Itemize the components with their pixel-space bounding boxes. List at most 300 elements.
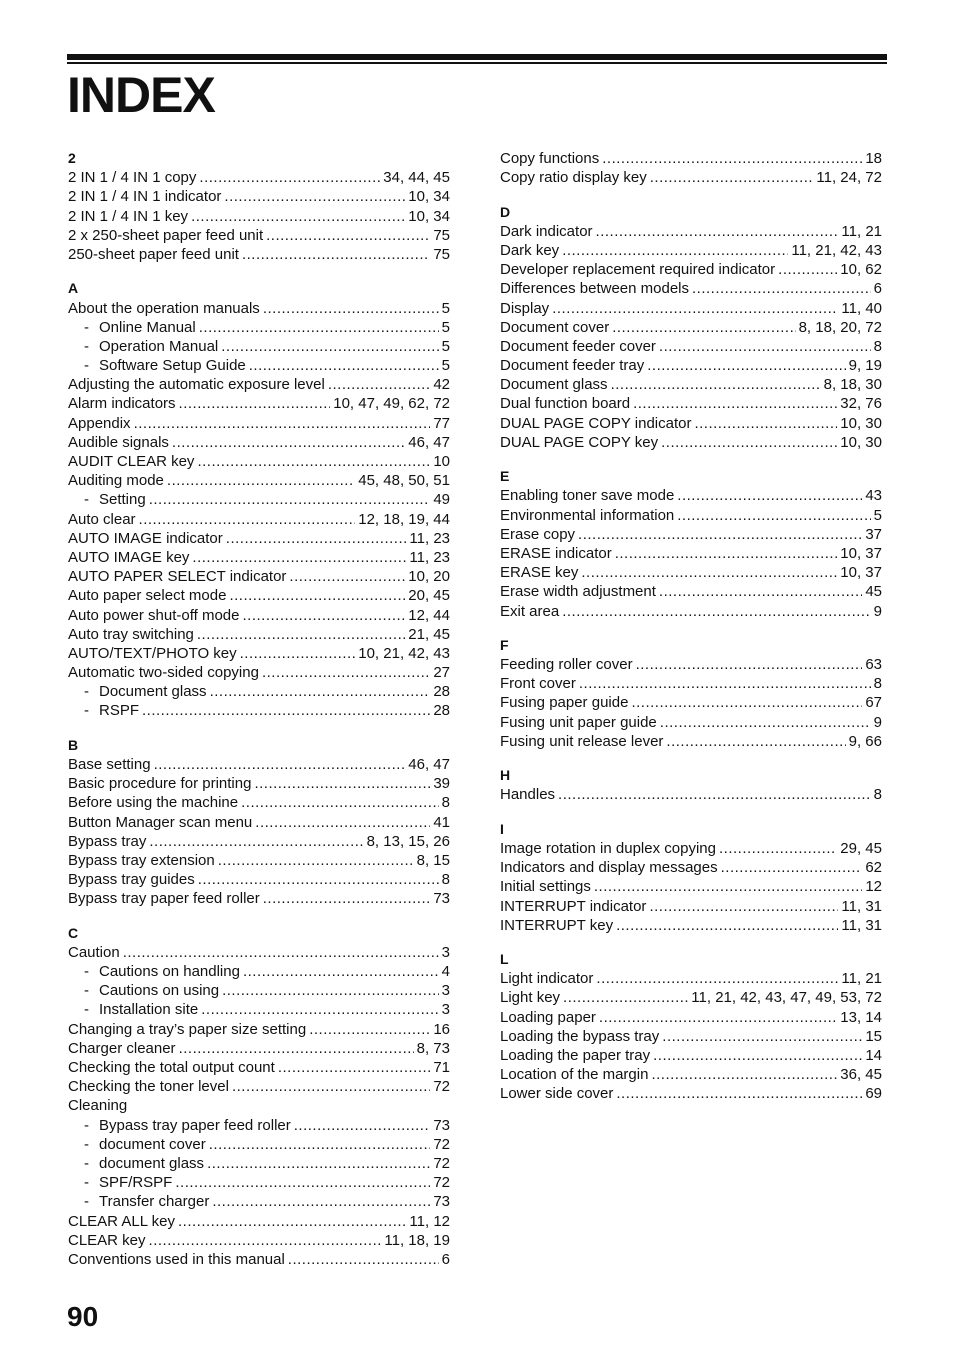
entry-term: Online Manual <box>99 318 196 336</box>
entry-term: Erase copy <box>500 525 576 543</box>
index-entry <box>68 375 450 394</box>
dot-leader <box>578 525 862 544</box>
index-section <box>68 279 450 720</box>
dot-leader <box>263 889 431 908</box>
entry-term: Auditing mode <box>68 472 164 490</box>
dot-leader <box>694 414 837 433</box>
entry-term: Installation site <box>99 1001 199 1019</box>
entry-term: Handles <box>500 786 556 804</box>
entry-term: Basic procedure for printing <box>68 775 252 793</box>
index-entry <box>68 433 450 452</box>
dot-leader <box>611 375 821 394</box>
index-entry <box>68 394 450 413</box>
index-entry <box>68 586 450 605</box>
entry-pages: 12 <box>865 878 882 896</box>
dot-leader <box>241 793 439 812</box>
dot-leader <box>581 563 837 582</box>
entry-term: Loading paper <box>500 1008 596 1026</box>
index-section <box>500 820 882 935</box>
index-entry <box>500 318 882 337</box>
entry-pages: 10, 47, 49, 62, 72 <box>333 395 450 413</box>
index-section <box>500 766 882 804</box>
entry-pages: 72 <box>433 1078 450 1096</box>
entry-pages: 5 <box>441 357 450 375</box>
index-entry <box>500 168 882 187</box>
index-entry <box>68 471 450 490</box>
entry-pages: 8 <box>441 871 450 889</box>
entry-pages: 45 <box>865 583 882 601</box>
dot-leader <box>243 962 439 981</box>
index-entry <box>68 1039 450 1058</box>
entry-term: Indicators and display messages <box>500 859 718 877</box>
entry-pages: 36, 45 <box>840 1066 882 1084</box>
index-entry <box>500 433 882 452</box>
entry-term: ERASE indicator <box>500 544 612 562</box>
header-rule-thick <box>67 54 887 60</box>
entry-term: DUAL PAGE COPY key <box>500 433 659 451</box>
entry-term: Loading the bypass tray <box>500 1027 660 1045</box>
dot-leader <box>218 851 414 870</box>
entry-pages: 21, 45 <box>408 625 450 643</box>
entry-pages: 15 <box>865 1027 882 1045</box>
entry-pages: 5 <box>441 337 450 355</box>
index-entry <box>68 567 450 586</box>
index-entry <box>68 1077 450 1096</box>
entry-term: Light key <box>500 989 561 1007</box>
entry-pages: 18 <box>865 150 882 167</box>
entry-term: Loading the paper tray <box>500 1047 651 1064</box>
dot-leader <box>262 663 430 682</box>
entry-term: Conventions used in this manual <box>68 1250 285 1268</box>
index-entry <box>500 674 882 693</box>
dot-leader <box>224 187 405 206</box>
index-entry <box>68 548 450 567</box>
index-subentry <box>68 682 450 701</box>
index-column-left <box>68 149 450 1284</box>
index-entry <box>500 655 882 674</box>
dot-leader <box>175 1173 430 1192</box>
dot-leader <box>192 548 406 567</box>
entry-pages: 72 <box>433 1174 450 1192</box>
index-section <box>500 203 882 452</box>
dot-leader <box>562 241 788 260</box>
index-entry <box>68 663 450 682</box>
index-entry <box>68 510 450 529</box>
entry-pages: 29, 45 <box>840 839 882 857</box>
entry-pages: 11, 12 <box>409 1212 450 1230</box>
entry-term: INTERRUPT key <box>500 916 614 934</box>
entry-pages: 10, 62 <box>840 261 882 279</box>
entry-pages: 46, 47 <box>408 433 450 451</box>
entry-pages: 11, 21 <box>841 222 882 240</box>
entry-pages: 9, 66 <box>848 732 882 750</box>
dot-leader <box>266 226 430 245</box>
entry-pages: 69 <box>865 1085 882 1103</box>
entry-term: About the operation manuals <box>68 299 260 317</box>
index-entry <box>68 187 450 206</box>
dot-leader <box>633 394 837 413</box>
dot-leader <box>677 506 870 525</box>
dot-leader <box>719 839 837 858</box>
entry-term: Bypass tray paper feed roller <box>99 1116 291 1134</box>
dot-leader <box>142 701 430 720</box>
entry-pages: 41 <box>433 813 450 831</box>
index-subentry <box>68 962 450 981</box>
entry-term: Appendix <box>68 414 131 432</box>
entry-term: Location of the margin <box>500 1066 649 1084</box>
index-subentry <box>68 1192 450 1211</box>
dot-leader <box>616 916 838 935</box>
entry-term: Setting <box>99 491 146 509</box>
entry-term: Fusing paper guide <box>500 694 629 712</box>
entry-term: Cleaning <box>68 1097 128 1115</box>
entry-term: Copy functions <box>500 150 600 167</box>
entry-pages: 4 <box>441 963 450 981</box>
subentry-dash: - <box>84 982 89 1000</box>
entry-term: Developer replacement required indicator <box>500 261 776 279</box>
dot-leader <box>631 693 862 712</box>
dot-leader <box>139 510 356 529</box>
entry-term: Document cover <box>500 318 610 336</box>
entry-term: Document glass <box>500 376 608 394</box>
subentry-dash: - <box>84 1001 89 1019</box>
dot-leader <box>649 897 838 916</box>
dot-leader <box>653 1046 862 1065</box>
entry-pages: 73 <box>433 1116 450 1134</box>
dot-leader <box>328 375 430 394</box>
subentry-dash: - <box>84 1135 89 1153</box>
subentry-dash: - <box>84 1193 89 1211</box>
index-entry <box>500 877 882 896</box>
entry-term: Auto paper select mode <box>68 587 227 605</box>
entry-term: Bypass tray extension <box>68 851 215 869</box>
index-section <box>500 467 882 621</box>
dot-leader <box>615 544 838 563</box>
dot-leader <box>149 490 431 509</box>
index-entry <box>500 602 882 621</box>
index-entry <box>68 529 450 548</box>
entry-pages: 11, 31 <box>841 897 882 915</box>
index-entry <box>500 1065 882 1084</box>
entry-pages: 72 <box>433 1154 450 1172</box>
entry-pages: 5 <box>873 506 882 524</box>
entry-term: Display <box>500 299 550 317</box>
page-title: INDEX <box>67 67 215 123</box>
entry-term: document glass <box>99 1154 205 1172</box>
entry-term: Image rotation in duplex copying <box>500 839 716 857</box>
entry-pages: 43 <box>865 487 882 505</box>
dot-leader <box>650 168 814 187</box>
index-subentry <box>68 1154 450 1173</box>
entry-term: Dark key <box>500 241 560 259</box>
dot-leader <box>255 813 430 832</box>
subentry-dash: - <box>84 491 89 509</box>
dot-leader <box>232 1077 430 1096</box>
dot-leader <box>692 279 871 298</box>
index-entry <box>500 1046 882 1065</box>
dot-leader <box>199 168 380 187</box>
entry-term: Erase width adjustment <box>500 583 656 601</box>
index-subentry <box>68 337 450 356</box>
entry-pages: 11, 21, 42, 43, 47, 49, 53, 72 <box>691 989 882 1007</box>
index-entry <box>500 486 882 505</box>
index-entry <box>68 414 450 433</box>
index-entry <box>68 207 450 226</box>
entry-pages: 8, 73 <box>416 1039 450 1057</box>
index-subentry <box>68 318 450 337</box>
index-entry <box>68 813 450 832</box>
entry-term: Bypass tray paper feed roller <box>68 890 260 908</box>
dot-leader <box>309 1020 430 1039</box>
dot-leader <box>212 1192 430 1211</box>
subentry-dash: - <box>84 702 89 720</box>
entry-pages: 11, 40 <box>841 299 882 317</box>
dot-leader <box>226 529 407 548</box>
index-entry <box>500 149 882 168</box>
index-entry <box>500 858 882 877</box>
entry-pages: 10, 34 <box>408 188 450 206</box>
entry-term: Light indicator <box>500 970 594 988</box>
entry-pages: 75 <box>433 245 450 263</box>
entry-pages: 73 <box>433 1193 450 1211</box>
section-letter: B <box>68 736 79 753</box>
dot-leader <box>660 713 871 732</box>
index-entry <box>500 299 882 318</box>
index-entry <box>500 375 882 394</box>
index-entry <box>500 785 882 804</box>
entry-term: Caution <box>68 943 120 961</box>
entry-pages: 10, 30 <box>840 433 882 451</box>
dot-leader <box>178 1212 406 1231</box>
entry-term: Enabling toner save mode <box>500 487 675 505</box>
header-rule-thin <box>67 62 887 64</box>
index-entry <box>500 260 882 279</box>
entry-term: DUAL PAGE COPY indicator <box>500 414 692 432</box>
index-entry <box>500 337 882 356</box>
entry-pages: 28 <box>433 683 450 701</box>
entry-pages: 14 <box>865 1047 882 1064</box>
index-subentry <box>68 981 450 1000</box>
entry-term: Document glass <box>99 683 207 701</box>
index-section <box>500 636 882 751</box>
dot-leader <box>661 433 837 452</box>
entry-pages: 20, 45 <box>408 587 450 605</box>
entry-pages: 32, 76 <box>840 395 882 413</box>
section-letter: A <box>68 280 79 297</box>
index-entry <box>500 693 882 712</box>
dot-leader <box>210 682 431 701</box>
index-entry <box>500 916 882 935</box>
dot-leader <box>154 755 406 774</box>
entry-term: Copy ratio display key <box>500 169 647 187</box>
entry-term: AUTO/TEXT/PHOTO key <box>68 644 237 662</box>
index-entry <box>68 245 450 264</box>
index-entry <box>500 414 882 433</box>
entry-pages: 9, 19 <box>848 357 882 375</box>
dot-leader <box>677 486 862 505</box>
dot-leader <box>552 299 838 318</box>
entry-term: Cautions on using <box>99 982 220 1000</box>
entry-pages: 63 <box>865 656 882 674</box>
index-entry <box>68 1212 450 1231</box>
entry-term: ERASE key <box>500 564 579 582</box>
dot-leader <box>191 207 405 226</box>
entry-term: Bypass tray guides <box>68 871 195 889</box>
entry-term: Transfer charger <box>99 1193 210 1211</box>
index-entry <box>68 832 450 851</box>
section-letter: D <box>500 203 511 220</box>
entry-pages: 11, 23 <box>409 529 450 547</box>
entry-pages: 8 <box>441 794 450 812</box>
entry-term: Lower side cover <box>500 1085 614 1103</box>
entry-term: Fusing unit paper guide <box>500 713 657 731</box>
index-entry <box>68 755 450 774</box>
index-entry <box>68 1058 450 1077</box>
dot-leader <box>602 149 862 168</box>
index-entry <box>500 1008 882 1027</box>
index-entry <box>500 1084 882 1103</box>
index-entry <box>68 793 450 812</box>
index-entry <box>500 222 882 241</box>
entry-term: Dual function board <box>500 395 631 413</box>
entry-term: Dark indicator <box>500 222 593 240</box>
entry-term: INTERRUPT indicator <box>500 897 647 915</box>
entry-pages: 13, 14 <box>840 1008 882 1026</box>
dot-leader <box>558 785 871 804</box>
index-entry <box>68 1231 450 1250</box>
dot-leader <box>207 1154 430 1173</box>
entry-pages: 45, 48, 50, 51 <box>358 472 450 490</box>
index-subentry <box>68 490 450 509</box>
entry-pages: 12, 44 <box>408 606 450 624</box>
dot-leader <box>221 337 438 356</box>
index-entry <box>68 889 450 908</box>
index-entry <box>500 563 882 582</box>
entry-pages: 10, 37 <box>840 564 882 582</box>
index-entry <box>68 1096 450 1115</box>
index-section <box>68 736 450 909</box>
entry-pages: 39 <box>433 775 450 793</box>
entry-pages: 71 <box>433 1059 450 1076</box>
index-entry <box>68 870 450 889</box>
entry-term: AUDIT CLEAR key <box>68 453 195 470</box>
index-entry <box>500 506 882 525</box>
dot-leader <box>659 582 862 601</box>
index-entry <box>500 544 882 563</box>
entry-term: Operation Manual <box>99 337 219 355</box>
dot-leader <box>278 1058 431 1077</box>
entry-term: AUTO IMAGE key <box>68 548 190 566</box>
entry-pages: 11, 18, 19 <box>384 1231 450 1249</box>
index-entry <box>68 168 450 187</box>
entry-pages: 10, 30 <box>840 414 882 432</box>
section-letter: L <box>500 951 509 968</box>
dot-leader <box>596 969 838 988</box>
entry-pages: 3 <box>441 943 450 961</box>
entry-term: Front cover <box>500 675 576 693</box>
entry-term: Differences between models <box>500 280 689 298</box>
page-number: 90 <box>67 1301 99 1332</box>
entry-pages: 8, 18, 20, 72 <box>798 318 882 336</box>
entry-pages: 11, 31 <box>841 916 882 934</box>
dot-leader <box>201 1000 438 1019</box>
entry-pages: 73 <box>433 890 450 908</box>
index-entry <box>500 897 882 916</box>
dot-leader <box>289 567 405 586</box>
entry-pages: 11, 21 <box>841 970 882 988</box>
section-letter: I <box>500 820 504 837</box>
entry-pages: 75 <box>433 226 450 244</box>
entry-term: Audible signals <box>68 433 169 451</box>
subentry-dash: - <box>84 1116 89 1134</box>
dot-leader <box>242 245 430 264</box>
index-entry <box>68 644 450 663</box>
entry-term: Adjusting the automatic exposure level <box>68 376 325 394</box>
subentry-dash: - <box>84 1174 89 1192</box>
entry-term: AUTO IMAGE indicator <box>68 529 223 547</box>
dot-leader <box>197 625 405 644</box>
entry-term: Checking the total output count <box>68 1059 275 1076</box>
entry-term: SPF/RSPF <box>99 1174 173 1192</box>
entry-pages: 46, 47 <box>408 756 450 773</box>
dot-leader <box>662 1027 862 1046</box>
entry-term: 2 IN 1 / 4 IN 1 key <box>68 207 189 225</box>
dot-leader <box>659 337 871 356</box>
entry-term: Automatic two-sided copying <box>68 664 259 682</box>
section-letter: C <box>68 924 79 941</box>
entry-term: RSPF <box>99 702 140 720</box>
dot-leader <box>243 606 406 625</box>
entry-pages: 8 <box>873 675 882 693</box>
entry-term: Document feeder tray <box>500 357 645 375</box>
entry-pages: 9 <box>873 713 882 731</box>
entry-pages: 8 <box>873 786 882 804</box>
index-subentry <box>68 701 450 720</box>
dot-leader <box>167 471 355 490</box>
index-entry <box>68 452 450 471</box>
entry-term: Checking the toner level <box>68 1078 229 1096</box>
entry-term: Document feeder cover <box>500 337 656 355</box>
dot-leader <box>197 452 430 471</box>
dot-leader <box>599 1008 837 1027</box>
index-subentry <box>68 1000 450 1019</box>
entry-pages: 10, 21, 42, 43 <box>358 644 450 662</box>
entry-term: Changing a tray’s paper size setting <box>68 1020 307 1038</box>
entry-term: Initial settings <box>500 878 591 896</box>
entry-term: Auto power shut-off mode <box>68 606 240 624</box>
entry-pages: 3 <box>441 982 450 1000</box>
entry-pages: 8 <box>873 337 882 355</box>
dot-leader <box>294 1116 431 1135</box>
index-entry <box>500 356 882 375</box>
entry-pages: 10 <box>433 453 450 470</box>
dot-leader <box>616 1084 862 1103</box>
dot-leader <box>562 602 870 621</box>
entry-pages: 62 <box>865 859 882 877</box>
index-section <box>500 950 882 1104</box>
entry-pages: 16 <box>433 1020 450 1038</box>
entry-pages: 37 <box>865 525 882 543</box>
dot-leader <box>222 981 439 1000</box>
entry-pages: 27 <box>433 664 450 682</box>
entry-term: 2 IN 1 / 4 IN 1 copy <box>68 169 197 187</box>
dot-leader <box>249 356 439 375</box>
entry-pages: 5 <box>441 318 450 336</box>
section-letter: F <box>500 636 509 653</box>
entry-term: Base setting <box>68 756 151 773</box>
dot-leader <box>778 260 837 279</box>
entry-term: Auto clear <box>68 510 136 528</box>
